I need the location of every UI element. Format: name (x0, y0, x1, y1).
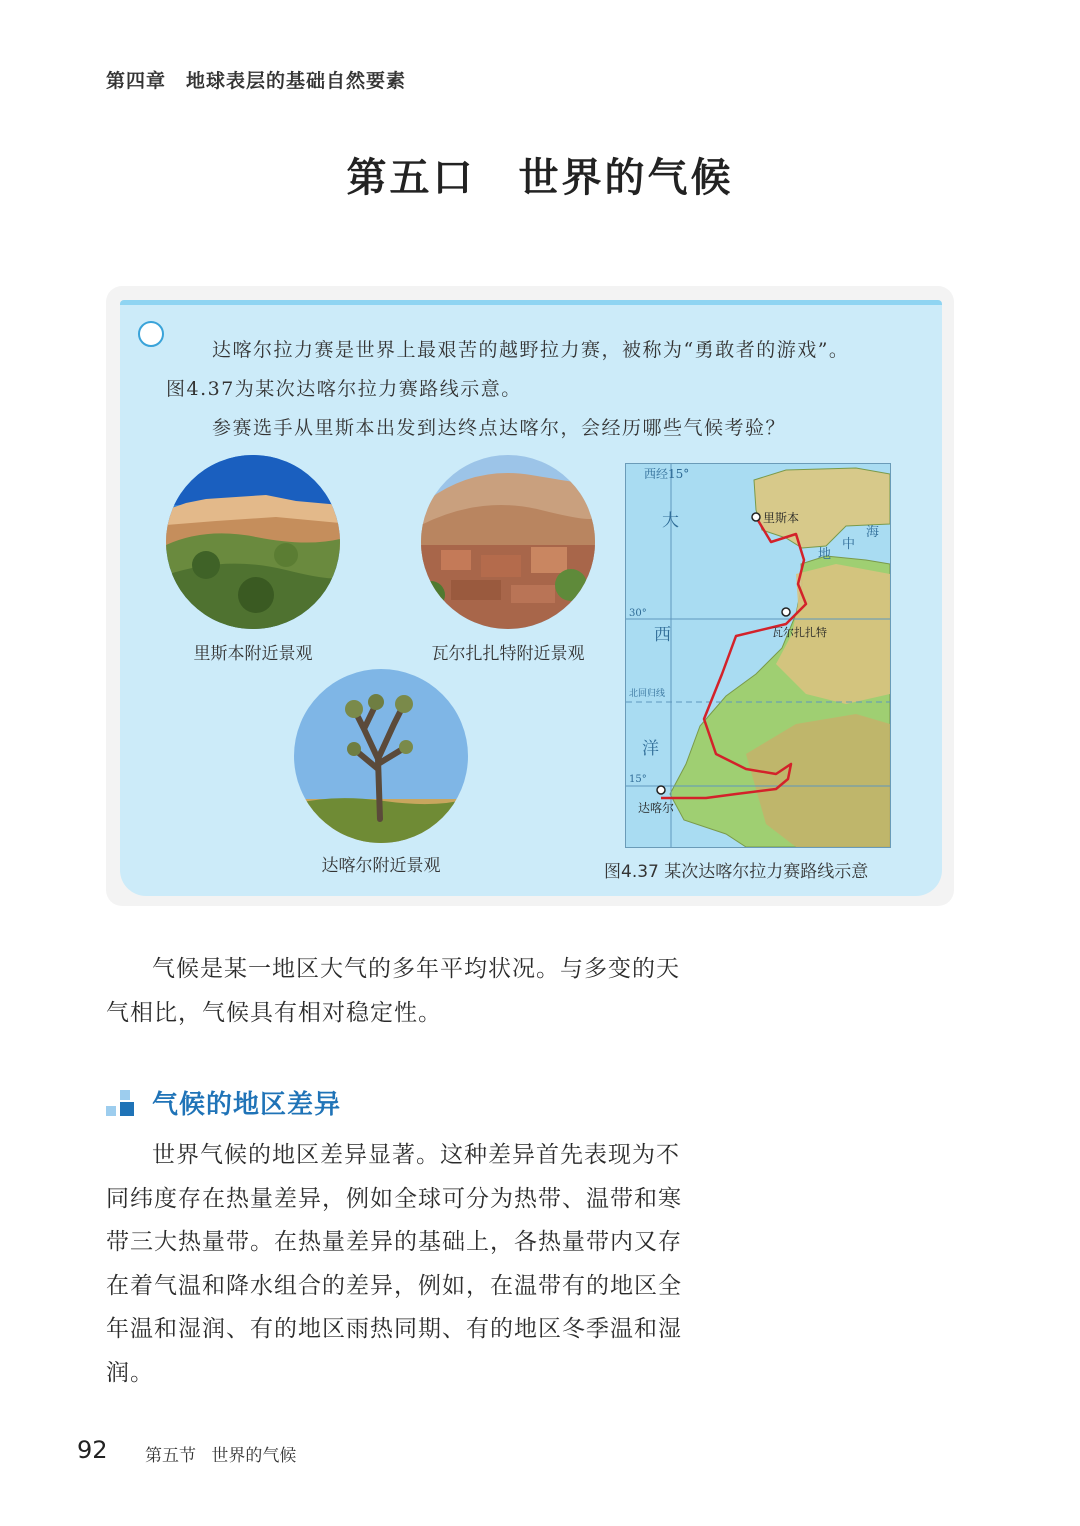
subsection-paragraph: 世界气候的地区差异显著。这种差异首先表现为不同纬度存在热量差异，例如全球可分为热带、温带和寒带三大热量带。在热量差异的基础上，各热量带内又存在着气温和降水组合的差异，例如，在温带有的地区全年温和湿润、有的地区雨热同期、有的地区冬季温和湿润。 (106, 1142, 682, 1386)
dakar-dot-icon (657, 786, 665, 794)
dakar-photo-caption: 达喀尔附近景观 (321, 856, 441, 876)
tropic-label: 北回归线 (629, 689, 666, 699)
lisbon-photo-caption: 里斯本附近景观 (193, 644, 313, 664)
ouarzazate-photo-caption: 瓦尔扎扎特附近景观 (431, 644, 585, 664)
lisbon-dot-icon (752, 513, 760, 521)
activity-paragraph-1: 达喀尔拉力赛是世界上最艰苦的越野拉力赛，被称为“勇敢者的游戏”。 (212, 339, 850, 361)
section-title: 第五口 世界的气候 (346, 155, 734, 201)
subsection-title: 气候的地区差异 (152, 1090, 342, 1120)
dakar-label: 达喀尔 (638, 801, 675, 815)
latitude-30-label: 30° (629, 608, 647, 619)
ouarzazate-landscape-photo (421, 455, 595, 629)
longitude-label: 西经15° (644, 467, 690, 481)
ocean-char-2: 西 (654, 625, 671, 645)
lisbon-label: 里斯本 (763, 511, 800, 525)
latitude-15-label: 15° (629, 774, 647, 785)
activity-paragraph-3: 参赛选手从里斯本出发到达终点达喀尔，会经历哪些气候考验？ (212, 417, 787, 439)
activity-circle-icon (138, 321, 164, 347)
sea-char-1: 地 (818, 547, 832, 562)
sea-char-3: 海 (866, 525, 880, 540)
intro-paragraph: 气候是某一地区大气的多年平均状况。与多变的天气相比，气候具有相对稳定性。 (106, 956, 680, 1026)
ouarzazate-label: 瓦尔扎扎特 (772, 626, 827, 639)
activity-paragraph-2: 图4.37为某次达喀尔拉力赛路线示意。 (166, 378, 522, 400)
ouarzazate-dot-icon (782, 608, 790, 616)
chapter-header: 第四章 地球表层的基础自然要素 (106, 70, 407, 92)
page-number: 92 (77, 1436, 108, 1464)
figure-caption: 图4.37 某次达喀尔拉力赛路线示意 (604, 862, 869, 882)
sea-char-2: 中 (842, 537, 856, 552)
ocean-char-1: 大 (662, 511, 679, 531)
stacked-squares-icon (106, 1090, 136, 1118)
dakar-landscape-photo (294, 669, 468, 843)
lisbon-landscape-photo (166, 455, 340, 629)
rally-route-map (625, 463, 891, 848)
footer-section-title: 第五节 世界的气候 (145, 1446, 297, 1466)
ocean-char-3: 洋 (642, 739, 659, 759)
